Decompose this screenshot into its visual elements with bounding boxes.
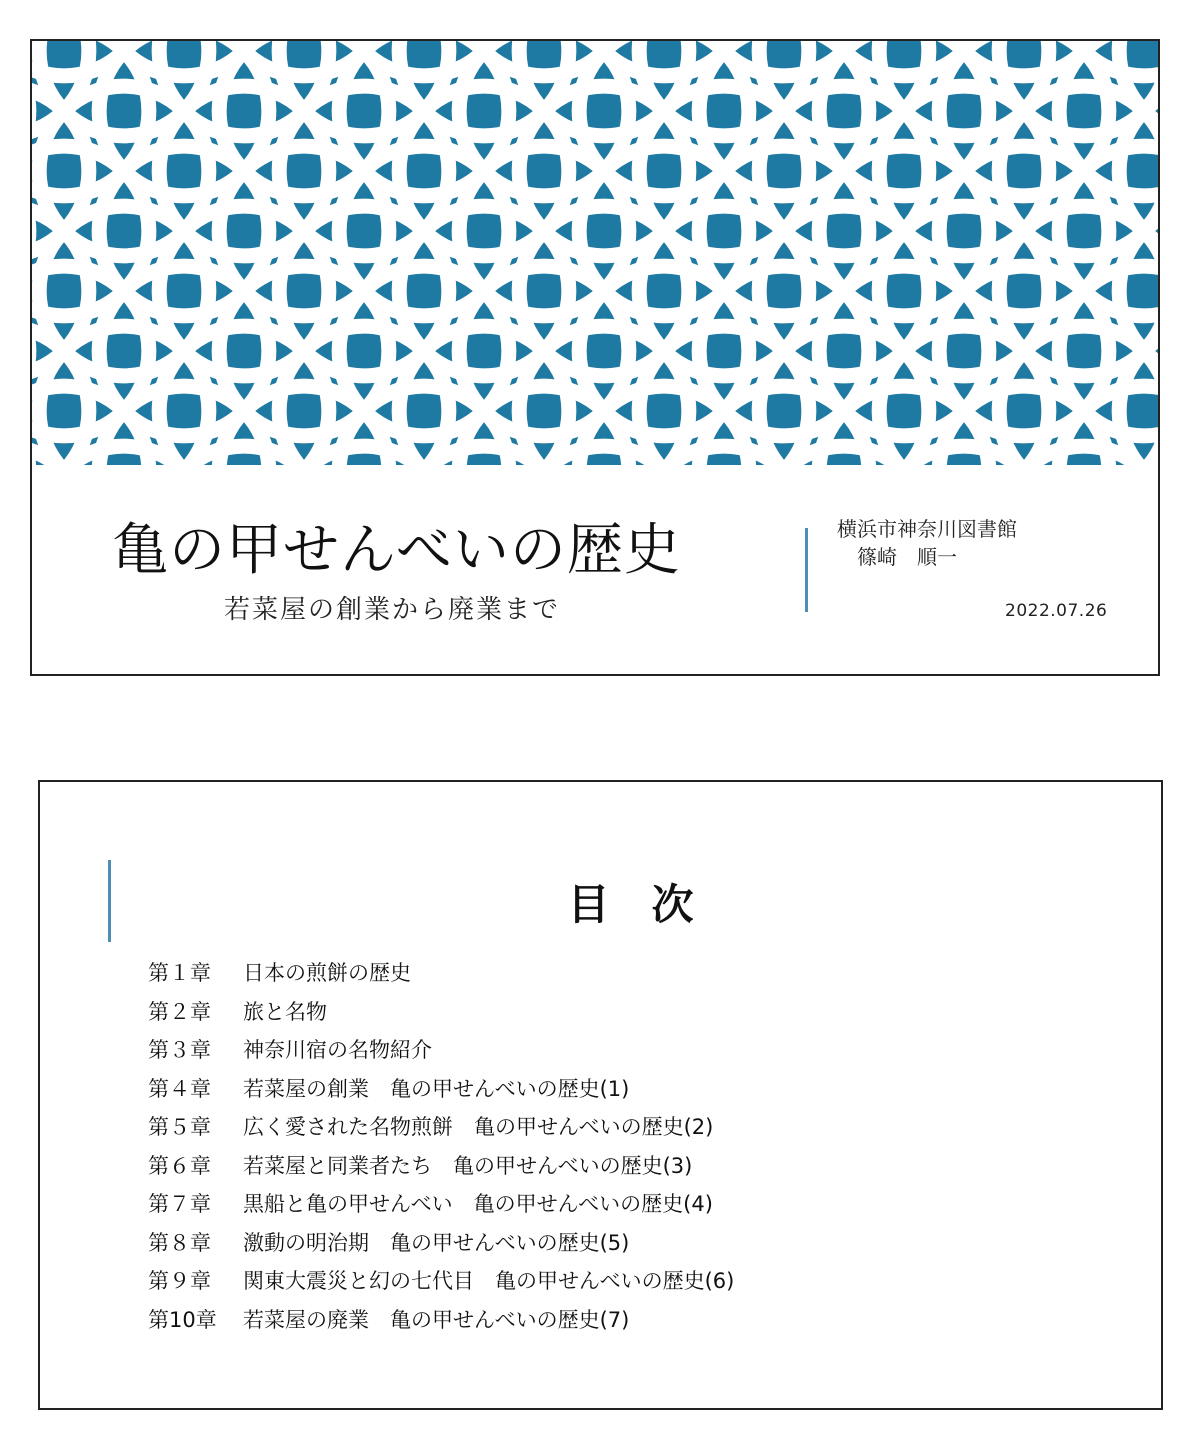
chapter-title: 広く愛された名物煎餅 亀の甲せんべいの歴史(2) <box>243 1115 714 1139</box>
chapter-title: 神奈川宿の名物紹介 <box>243 1038 432 1062</box>
chapter-title: 若菜屋の廃業 亀の甲せんべいの歴史(7) <box>243 1307 630 1332</box>
chapter-number: 第８章 <box>148 1230 211 1255</box>
toc-item <box>148 1224 734 1263</box>
chapter-number: 第10章 <box>148 1307 217 1332</box>
toc-item <box>148 1108 734 1147</box>
chapter-title: 黒船と亀の甲せんべい 亀の甲せんべいの歴史(4) <box>243 1192 713 1216</box>
chapter-number: 第３章 <box>148 1038 211 1062</box>
chapter-number: 第９章 <box>148 1269 211 1293</box>
chapter-number: 第２章 <box>148 999 211 1024</box>
presentation-title: 亀の甲せんべいの歴史 <box>112 518 681 583</box>
chapter-number: 第５章 <box>148 1115 211 1139</box>
presentation-date: 2022.07.26 <box>1005 601 1108 621</box>
toc-heading: 目 次 <box>567 880 694 929</box>
chapter-number: 第６章 <box>148 1153 211 1178</box>
toc-slide <box>38 780 1163 1410</box>
toc-item <box>148 1070 734 1109</box>
chapter-title: 関東大震災と幻の七代目 亀の甲せんべいの歴史(6) <box>243 1269 735 1293</box>
chapter-number: 第７章 <box>148 1192 211 1216</box>
toc-item <box>148 993 734 1032</box>
toc-item <box>148 1185 734 1224</box>
author-name: 篠崎 順一 <box>857 545 957 569</box>
toc-item <box>148 1031 734 1070</box>
toc-item <box>148 1262 734 1301</box>
organization-name: 横浜市神奈川図書館 <box>837 517 1017 541</box>
chapter-title: 日本の煎餅の歴史 <box>243 961 411 985</box>
toc-list <box>148 954 734 1339</box>
chapter-title: 激動の明治期 亀の甲せんべいの歴史(5) <box>243 1230 630 1255</box>
toc-item <box>148 1147 734 1186</box>
chapter-title: 旅と名物 <box>243 999 327 1024</box>
chapter-number: 第４章 <box>148 1076 211 1101</box>
toc-item <box>148 1301 734 1340</box>
presenter-block <box>837 515 1017 571</box>
title-slide <box>30 39 1160 676</box>
chapter-title: 若菜屋と同業者たち 亀の甲せんべいの歴史(3) <box>243 1153 693 1178</box>
chapter-title: 若菜屋の創業 亀の甲せんべいの歴史(1) <box>243 1076 630 1101</box>
chapter-number: 第１章 <box>148 961 211 985</box>
accent-divider <box>805 528 808 612</box>
shippo-pattern-banner <box>32 41 1160 465</box>
toc-item <box>148 954 734 993</box>
presentation-subtitle: 若菜屋の創業から廃業まで <box>224 595 561 625</box>
